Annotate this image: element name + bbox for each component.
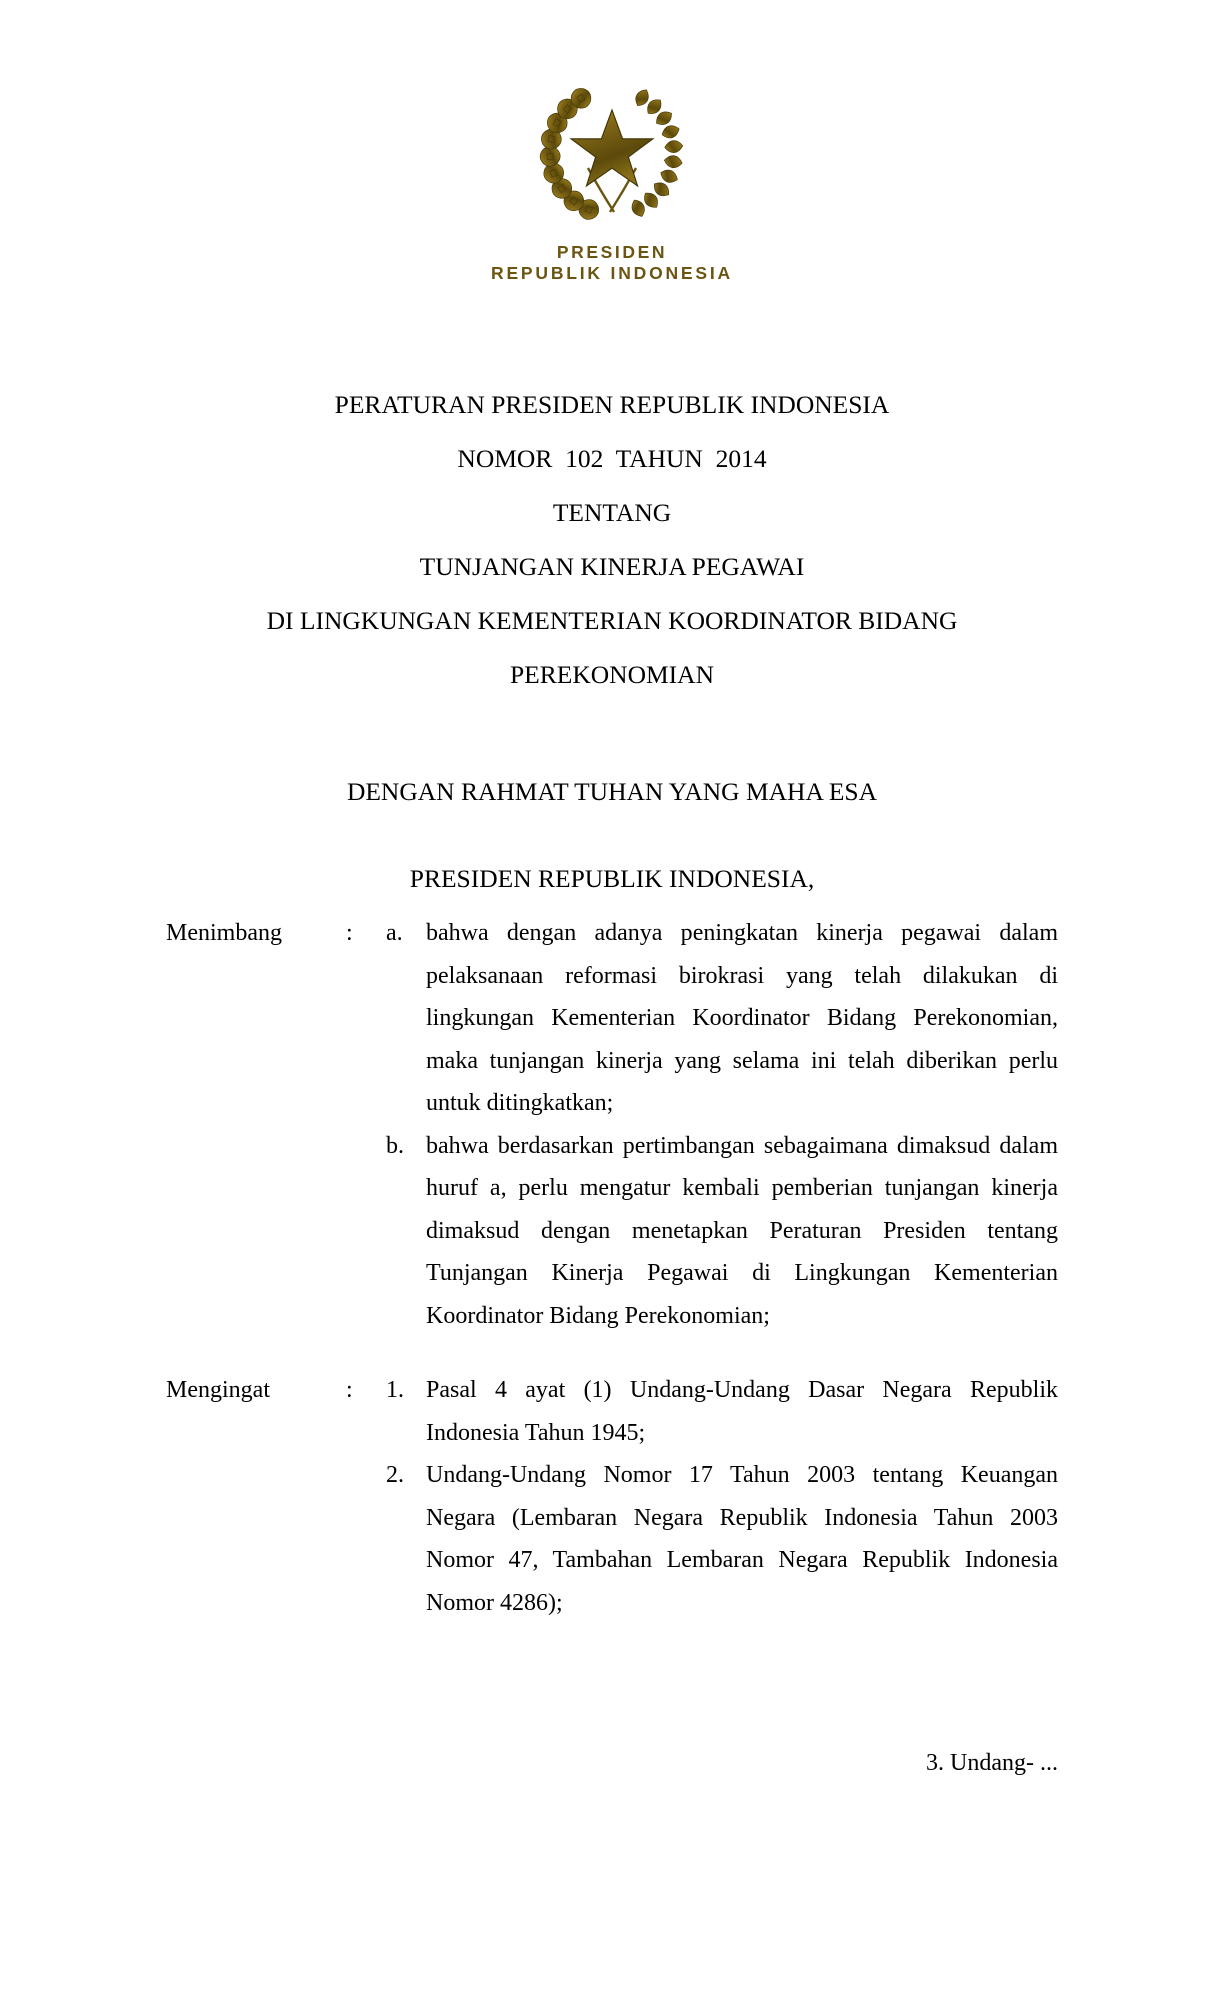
item-marker: b. (386, 1132, 404, 1159)
section-menimbang (0, 912, 1224, 1337)
clause-item (386, 912, 1058, 1125)
document-title-block (112, 378, 1112, 702)
emblem-caption-line-1: PRESIDEN (556, 242, 668, 262)
regulation-number: NOMOR 102 TAHUN 2014 (457, 444, 767, 473)
item-text: bahwa dengan adanya peningkatan kinerja pegawai dalam pelaksanaan reformasi birokrasi yang telah dilakukan di lingkungan Kementerian Koordinator Bidang Perekonomian, maka tunjangan kinerja yang selama ini telah diberikan perlu untuk ditingkatkan; (426, 920, 1058, 1116)
section-mengingat (0, 1369, 1224, 1624)
section-label-mengingat: Mengingat (166, 1377, 270, 1403)
item-marker: 1. (386, 1377, 404, 1403)
page-catchword: 3. Undang- ... (926, 1750, 1058, 1776)
invocation-line: DENGAN RAHMAT TUHAN YANG MAHA ESA (346, 777, 878, 806)
title-tentang: TENTANG (552, 498, 672, 527)
section-colon-menimbang: : (346, 920, 353, 946)
title-subject-line-2: DI LINGKUNGAN KEMENTERIAN KOORDINATOR BIDANG (266, 606, 958, 635)
section-colon-mengingat: : (346, 1377, 353, 1403)
section-items-mengingat (386, 1369, 1058, 1624)
item-text: bahwa berdasarkan pertimbangan sebagaimana dimaksud dalam huruf a, perlu mengatur kembali pemberian tunjangan kinerja dimaksud dengan menetapkan Peraturan Presiden tentang Tunjangan Kinerja Pegawai di Lingkungan Kementerian Koordinator Bidang Perekonomian; (426, 1132, 1058, 1329)
title-subject-line-1: TUNJANGAN KINERJA PEGAWAI (419, 552, 805, 581)
emblem-caption (0, 242, 1224, 284)
clauses-container (0, 912, 1224, 1624)
item-text: Undang-Undang Nomor 17 Tahun 2003 tentang Keuangan Negara (Lembaran Negara Republik Indonesia Tahun 2003 Nomor 47, Tambahan Lembaran Negara Republik Indonesia Nomor 4286); (426, 1462, 1058, 1616)
clause-item (386, 1369, 1058, 1454)
item-marker: a. (386, 920, 403, 946)
emblem-block (0, 70, 1224, 284)
signer-heading: PRESIDEN REPUBLIK INDONESIA, (409, 864, 815, 893)
title-subject-line-3: PEREKONOMIAN (510, 660, 714, 689)
indonesia-presidential-emblem-icon (527, 70, 697, 228)
emblem-caption-line-2: REPUBLIK INDONESIA (491, 263, 733, 283)
section-items-menimbang (386, 912, 1058, 1337)
page-title: PERATURAN PRESIDEN REPUBLIK INDONESIA (334, 390, 890, 419)
item-marker: 2. (386, 1462, 404, 1488)
clause-item (386, 1125, 1058, 1338)
section-label-menimbang: Menimbang (166, 920, 282, 946)
clause-item (386, 1454, 1058, 1624)
item-text: Pasal 4 ayat (1) Undang-Undang Dasar Negara Republik Indonesia Tahun 1945; (426, 1377, 1058, 1446)
